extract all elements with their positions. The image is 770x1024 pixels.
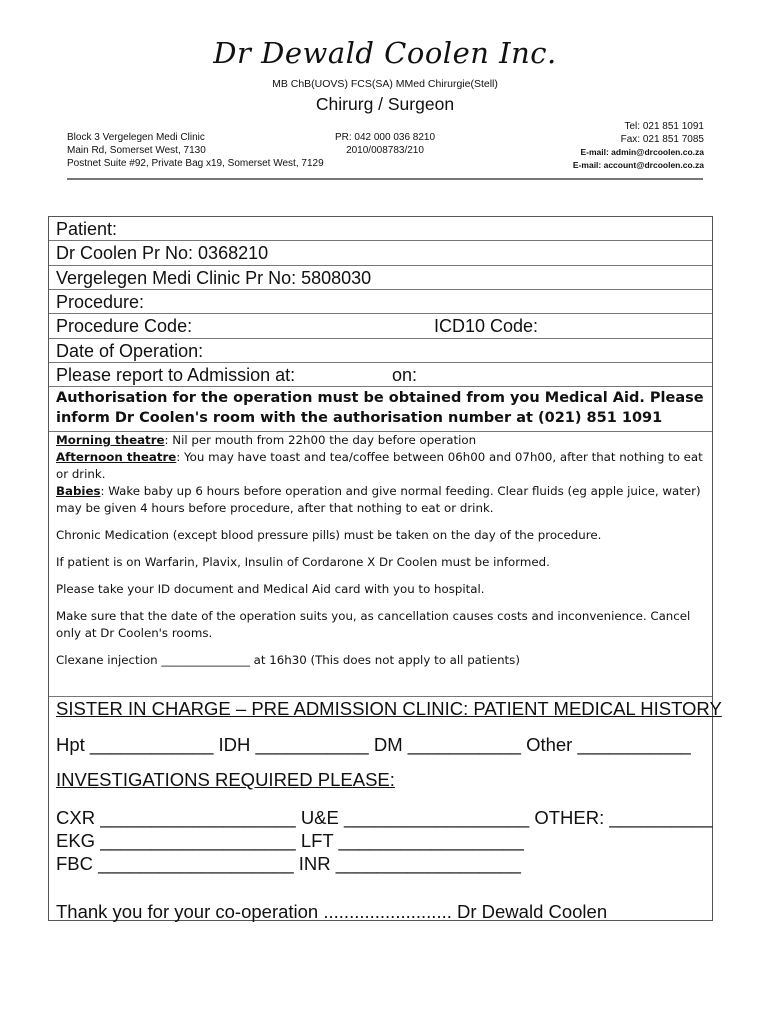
tel-number: Tel: 021 851 1091 [624, 121, 704, 132]
qualifications: MB ChB(UOVS) FCS(SA) MMed Chirurgie(Stell) [272, 78, 498, 90]
warfarin-note: If patient is on Warfarin, Plavix, Insulin of Cordarone X Dr Coolen must be informed. [56, 555, 550, 569]
investigations-heading: INVESTIGATIONS REQUIRED PLEASE: [56, 769, 395, 790]
morning-theatre-label: Morning theatre [56, 433, 165, 447]
afternoon-theatre-label: Afternoon theatre [56, 450, 177, 464]
babies-label: Babies [56, 484, 101, 498]
practice-name: Dr Dewald Coolen Inc. [213, 36, 557, 70]
patient-label: Patient: [56, 219, 118, 239]
coolen-pr-row [49, 241, 712, 266]
clinic-pr-row [49, 266, 712, 290]
practice-registration [300, 131, 470, 157]
procedure-field[interactable] [49, 290, 712, 314]
procedure-code-label: Procedure Code: [56, 316, 193, 336]
letterhead-divider [67, 178, 703, 180]
address-line-1: Block 3 Vergelegen Medi Clinic [67, 132, 205, 143]
instructions-section [49, 432, 712, 697]
date-of-operation-label: Date of Operation: [56, 341, 204, 361]
medical-history-heading: SISTER IN CHARGE – PRE ADMISSION CLINIC: PATIENT MEDICAL HISTORY [56, 698, 722, 719]
babies-text: : Wake baby up 6 hours before operation and give normal feeding. Clear fluids (eg apple juice, water) may be given 4 hours before procedure, after that nothing to eat or drink. [56, 484, 701, 515]
address-line-2: Main Rd, Somerset West, 7130 [67, 145, 206, 156]
date-of-operation-field[interactable] [49, 339, 712, 363]
email-account: E-mail: account@drcoolen.co.za [572, 160, 704, 170]
conditions-line[interactable]: Hpt ____________ IDH ___________ DM ___________ Other ___________ [56, 734, 691, 755]
admission-report-field[interactable] [49, 363, 712, 387]
pr-number: PR: 042 000 036 8210 [334, 132, 436, 143]
morning-theatre-note [56, 432, 705, 449]
patient-field[interactable] [49, 217, 712, 241]
admission-report-label: Please report to Admission at: [56, 365, 296, 385]
clexane-note: Clexane injection _______________ at 16h30 (This does not apply to all patients) [56, 653, 520, 667]
procedure-code-field[interactable] [49, 314, 712, 339]
thank-you-signoff: Thank you for your co-operation ......................... Dr Dewald Coolen [56, 901, 608, 922]
fbc-inr-line[interactable]: FBC ___________________ INR __________________ [56, 853, 521, 874]
email-admin: E-mail: admin@drcoolen.co.za [580, 147, 704, 157]
address-line-3: Postnet Suite #92, Private Bag x19, Somerset West, 7129 [67, 158, 324, 169]
babies-note [56, 483, 705, 517]
icd10-code-label: ICD10 Code: [434, 316, 539, 336]
procedure-label: Procedure: [56, 292, 145, 312]
date-suits-note: Make sure that the date of the operation suits you, as cancellation causes costs and inconvenience. Cancel only at Dr Coolen's rooms. [56, 609, 691, 640]
admission-form [48, 216, 722, 922]
chronic-medication-note: Chronic Medication (except blood pressure pills) must be taken on the day of the procedure. [56, 528, 602, 542]
practice-contact [573, 120, 704, 172]
clinic-pr-label: Vergelegen Medi Clinic Pr No: 5808030 [56, 268, 372, 288]
id-document-note: Please take your ID document and Medical Aid card with you to hospital. [56, 582, 485, 596]
coolen-pr-label: Dr Coolen Pr No: 0368210 [56, 243, 269, 263]
practice-role: Chirurg / Surgeon [315, 94, 455, 114]
reg-number: 2010/008783/210 [346, 145, 424, 156]
admission-on-label: on: [392, 365, 418, 385]
medical-history-section [49, 697, 722, 922]
morning-theatre-text: : Nil per mouth from 22h00 the day before operation [164, 433, 477, 447]
cxr-ue-other-line[interactable]: CXR ___________________ U&E __________________ OTHER: __________ [56, 807, 713, 828]
authorisation-notice: Authorisation for the operation must be obtained from you Medical Aid. Please inform Dr Coolen's room with the authorisation number at (021) 851 1091 [49, 387, 712, 432]
fax-number: Fax: 021 851 7085 [620, 134, 704, 145]
ekg-lft-line[interactable]: EKG ___________________ LFT __________________ [56, 830, 524, 851]
afternoon-theatre-text: : You may have toast and tea/coffee between 06h00 and 07h00, after that nothing to eat or drink. [56, 450, 703, 481]
afternoon-theatre-note [56, 449, 705, 483]
practice-address [67, 131, 324, 170]
